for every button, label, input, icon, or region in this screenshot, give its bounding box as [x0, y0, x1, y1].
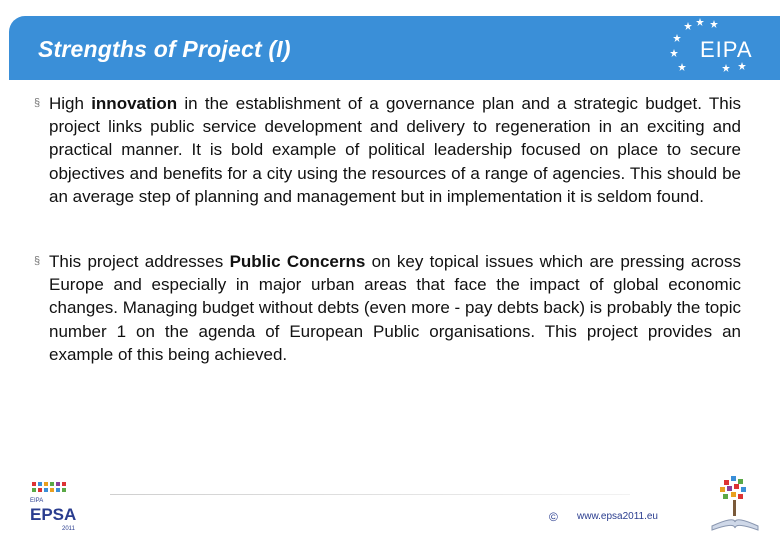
slide-content — [33, 92, 741, 366]
eipa-logo-text: EIPA — [700, 37, 753, 62]
bullet-public-concerns: § This project addresses Public Concerns on key topical issues which are pressing across Europe and especially in major urban areas that face the impact of global economic changes. Managing budget without debts (even more - pay debts back) is probably the topic number 1 on the agenda of European Public organisations. This project provides an example of this being achieved. — [34, 252, 741, 364]
footer-divider — [110, 494, 630, 495]
footer-url-link[interactable]: www.epsa2011.eu — [577, 511, 658, 522]
bullet-marker-icon: § — [34, 97, 41, 109]
slide-title: Strengths of Project (I) — [38, 36, 291, 62]
bullet-bold-term: innovation — [91, 94, 178, 113]
copyright-icon: © — [549, 510, 558, 524]
bullet-innovation: § High innovation in the establishment of a governance plan and a strategic budget. This project links public service development and delivery to regeneration in an exciting and practical manner. It is bold example of political leadership focused on place to secure objectives and benefits for a city using the resources of a range of agencies. This should be an average step of planning and management but in implementation it is seldom found. — [34, 94, 741, 206]
bullet-bold-term: Public Concerns — [229, 252, 366, 272]
bullet-marker-icon: § — [34, 255, 41, 268]
epsa-2011-logo — [26, 478, 90, 536]
svg-text:EIPA: EIPA — [30, 498, 44, 504]
svg-text:EPSA: EPSA — [30, 505, 77, 524]
svg-text:2011: 2011 — [62, 526, 75, 532]
tree-book-icon — [700, 470, 770, 536]
